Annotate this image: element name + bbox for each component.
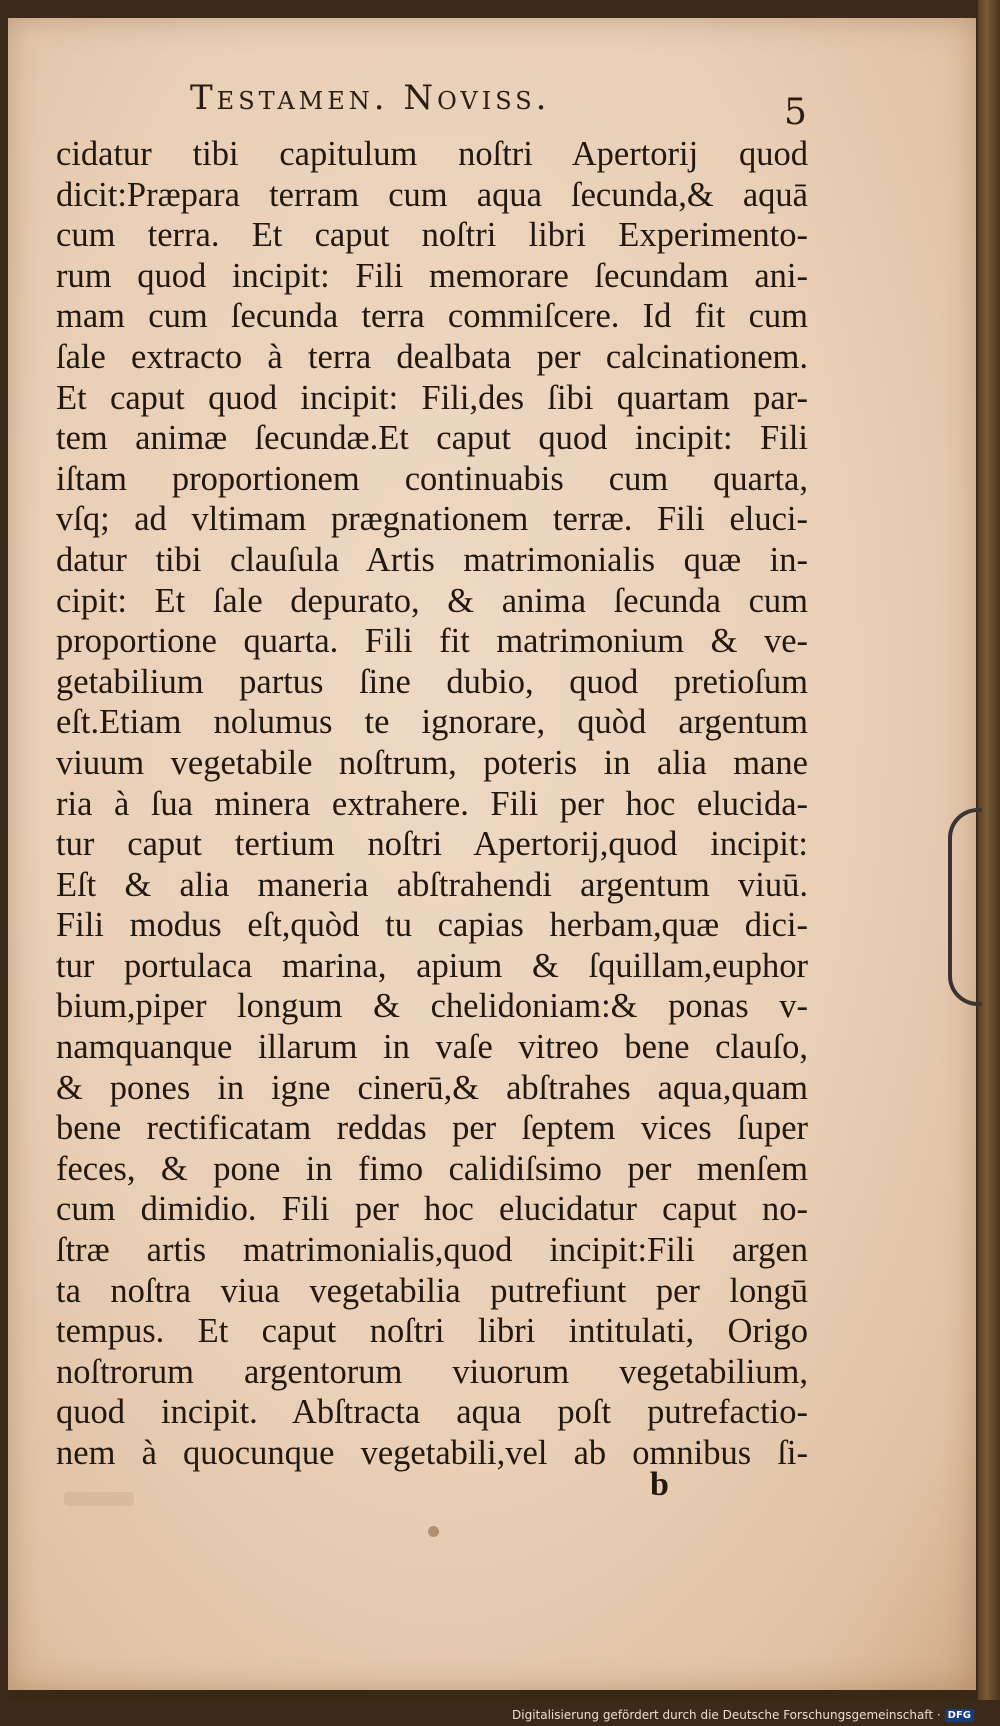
text-line: tem animæ ſecundæ.Et caput quod incipit: Fili xyxy=(56,419,808,458)
text-line: Et caput quod incipit: Fili,des ſibi quartam par- xyxy=(56,378,808,417)
text-line: proportione quarta. Fili fit matrimonium & ve- xyxy=(56,622,808,661)
digitization-credit xyxy=(512,1708,974,1722)
text-line: cidatur tibi capitulum noſtri Apertorij quod xyxy=(56,135,808,173)
text-line: ria à ſua minera extrahere. Fili per hoc elucida- xyxy=(56,784,808,823)
text-line: iſtam proportionem continuabis cum quarta, xyxy=(56,459,808,498)
text-line: tur portulaca marina, apium & ſquillam,euphor xyxy=(56,946,808,985)
signature-mark: b xyxy=(650,1466,669,1503)
text-line: ſtræ artis matrimonialis,quod incipit:Fili argen xyxy=(56,1231,808,1270)
text-line: datur tibi clauſula Artis matrimonialis quæ in- xyxy=(56,540,808,579)
text-line: quod incipit. Abſtracta aqua poſt putrefactio- xyxy=(56,1393,808,1432)
text-line: ta noſtra viua vegetabilia putrefiunt per longū xyxy=(56,1271,808,1310)
text-line: eſt.Etiam nolumus te ignorare, quòd argentum xyxy=(56,703,808,742)
text-line: dicit:Præpara terram cum aqua ſecunda,& aquā xyxy=(56,175,808,214)
text-line: nem à quocunque vegetabili,vel ab omnibus ſi- xyxy=(56,1434,808,1472)
text-line: bium,piper longum & chelidoniam:& ponas v- xyxy=(56,987,808,1026)
offset-ghost xyxy=(64,1492,134,1506)
dfg-logo: DFG xyxy=(945,1709,974,1722)
text-line: cum dimidio. Fili per hoc elucidatur caput no- xyxy=(56,1190,808,1229)
text-line: Eſt & alia maneria abſtrahendi argentum viuū. xyxy=(56,865,808,904)
body-text xyxy=(56,134,808,1474)
text-line: feces, & pone in fimo calidiſsimo per menſem xyxy=(56,1149,808,1188)
text-line: ſale extracto à terra dealbata per calcinationem. xyxy=(56,337,808,376)
text-line: Fili modus eſt,quòd tu capias herbam,quæ dici- xyxy=(56,906,808,945)
credit-text: Digitalisierung gefördert durch die Deutsche Forschungsgemeinschaft · xyxy=(512,1708,941,1722)
text-line: tur caput tertium noſtri Apertorij,quod incipit: xyxy=(56,825,808,864)
text-line: vſq; ad vltimam prægnationem terræ. Fili eluci- xyxy=(56,500,808,539)
text-line: & pones in igne cinerū,& abſtrahes aqua,quam xyxy=(56,1068,808,1107)
text-line: mam cum ſecunda terra commiſcere. Id fit cum xyxy=(56,297,808,336)
text-line: getabilium partus ſine dubio, quod pretioſum xyxy=(56,662,808,701)
text-line: cum terra. Et caput noſtri libri Experimento- xyxy=(56,216,808,255)
text-line: rum quod incipit: Fili memorare ſecundam ani- xyxy=(56,256,808,295)
text-line: noſtrorum argentorum viuorum vegetabilium, xyxy=(56,1352,808,1391)
page-clip xyxy=(948,808,982,1006)
paper-stain xyxy=(428,1526,439,1537)
text-line: viuum vegetabile noſtrum, poteris in alia mane xyxy=(56,743,808,782)
text-line: bene rectificatam reddas per ſeptem vices ſuper xyxy=(56,1109,808,1148)
text-line: cipit: Et ſale depurato, & anima ſecunda cum xyxy=(56,581,808,620)
page-number: 5 xyxy=(784,92,807,133)
running-head: Testamen. Noviss. xyxy=(190,78,551,118)
text-line: tempus. Et caput noſtri libri intitulati, Origo xyxy=(56,1312,808,1351)
page-bottom-shadow xyxy=(8,1690,976,1700)
text-line: namquanque illarum in vaſe vitreo bene clauſo, xyxy=(56,1028,808,1067)
